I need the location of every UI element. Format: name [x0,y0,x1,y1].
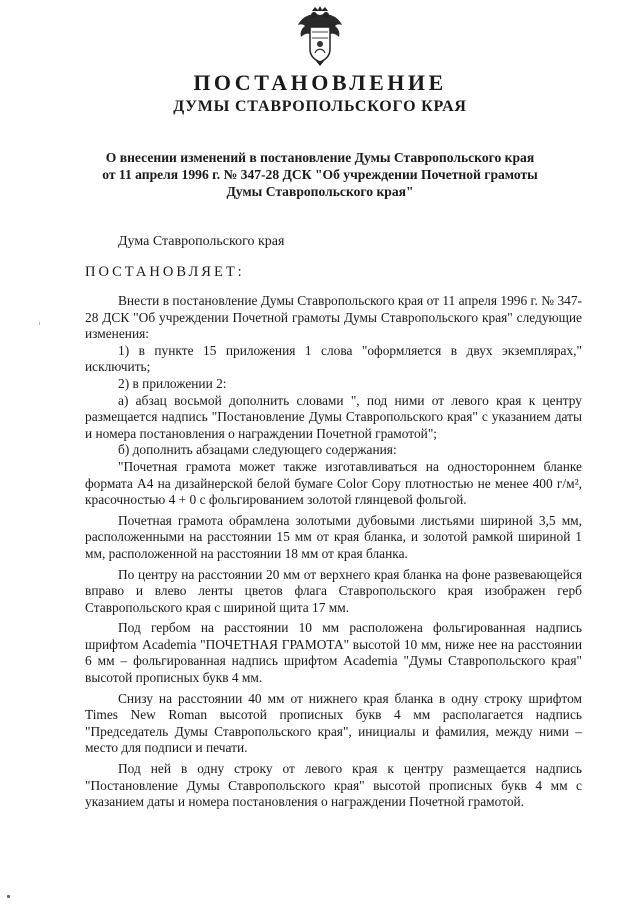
document-subtitle: ДУМЫ СТАВРОПОЛЬСКОГО КРАЯ [173,98,467,115]
subject-line: О внесении изменений в постановление Думы Ставропольского края [105,150,535,165]
document-body [85,293,582,811]
body-paragraph: По центру на расстоянии 20 мм от верхнего края бланка на фоне развевающейся вправо и влево ленты цветов флага Ставропольского края изображен герб Ставропольского края с шириной щита 17 мм. [85,566,582,615]
body-paragraph: "Почетная грамота может также изготавливаться на одностороннем бланке формата А4 на дизайнерской белой бумаге Color Copy плотностью не менее 400 г/м², красочностью 4 + 0 с фольгированием золотой глянцевой фольгой. [85,458,582,508]
body-paragraph: Снизу на расстоянии 40 мм от нижнего края бланка в одну строку шрифтом Times New Roman высотой прописных букв 4 мм располагается надпись "Председатель Думы Ставропольского края", инициалы и фамилия, между ними – место для подписи и печати. [85,690,582,756]
scan-speck [39,322,40,325]
body-paragraph: Под ней в одну строку от левого края к центру размещается надпись "Постановление Думы Ставропольского края" высотой прописных букв 4 мм с указанием даты и номера постановления о награждении Почетной грамотой. [85,761,582,810]
body-paragraph: 1) в пункте 15 приложения 1 слова "оформляется в двух экземплярах," исключить; [85,342,582,375]
document-title: ПОСТАНОВЛЕНИЕ [193,70,447,95]
subject-line: Думы Ставропольского края" [226,184,414,199]
body-paragraph: Почетная грамота обрамлена золотыми дубовыми листьями шириной 3,5 мм, расположенными на расстоянии 15 мм от края бланка, и золотой рамкой шириной 1 мм, расположенной на расстоянии 18 мм от края бланка. [85,512,582,561]
scan-speck [7,895,10,898]
body-paragraph: Под гербом на расстоянии 10 мм расположена фольгированная надпись шрифтом Academia "ПОЧЕТНАЯ ГРАМОТА" высотой 10 мм, ниже нее на расстоянии 6 мм – фольгированная надпись шрифтом Academia "Думы Ставропольского края" высотой прописных букв 4 мм. [85,620,582,686]
body-paragraph: б) дополнить абзацами следующего содержания: [118,442,397,458]
body-paragraph: 2) в приложении 2: [118,375,227,391]
issuer-line: Дума Ставропольского края [118,234,285,249]
body-paragraph: Внести в постановление Думы Ставропольского края от 11 апреля 1996 г. № 347-28 ДСК "Об учреждении Почетной грамоты Думы Ставропольского края" следующие изменения: [85,293,582,342]
decree-heading: ПОСТАНОВЛЯЕТ: [85,264,245,280]
coat-of-arms-icon [295,5,345,67]
body-paragraph: а) абзац восьмой дополнить словами ", под ними от левого края к центру размещается надпись "Постановление Думы Ставропольского края" с указанием даты и номера постановления о награждении Почетной грамотой"; [85,392,582,441]
document-subject [80,149,560,200]
subject-line: от 11 апреля 1996 г. № 347-28 ДСК "Об учреждении Почетной грамоты [102,167,538,182]
